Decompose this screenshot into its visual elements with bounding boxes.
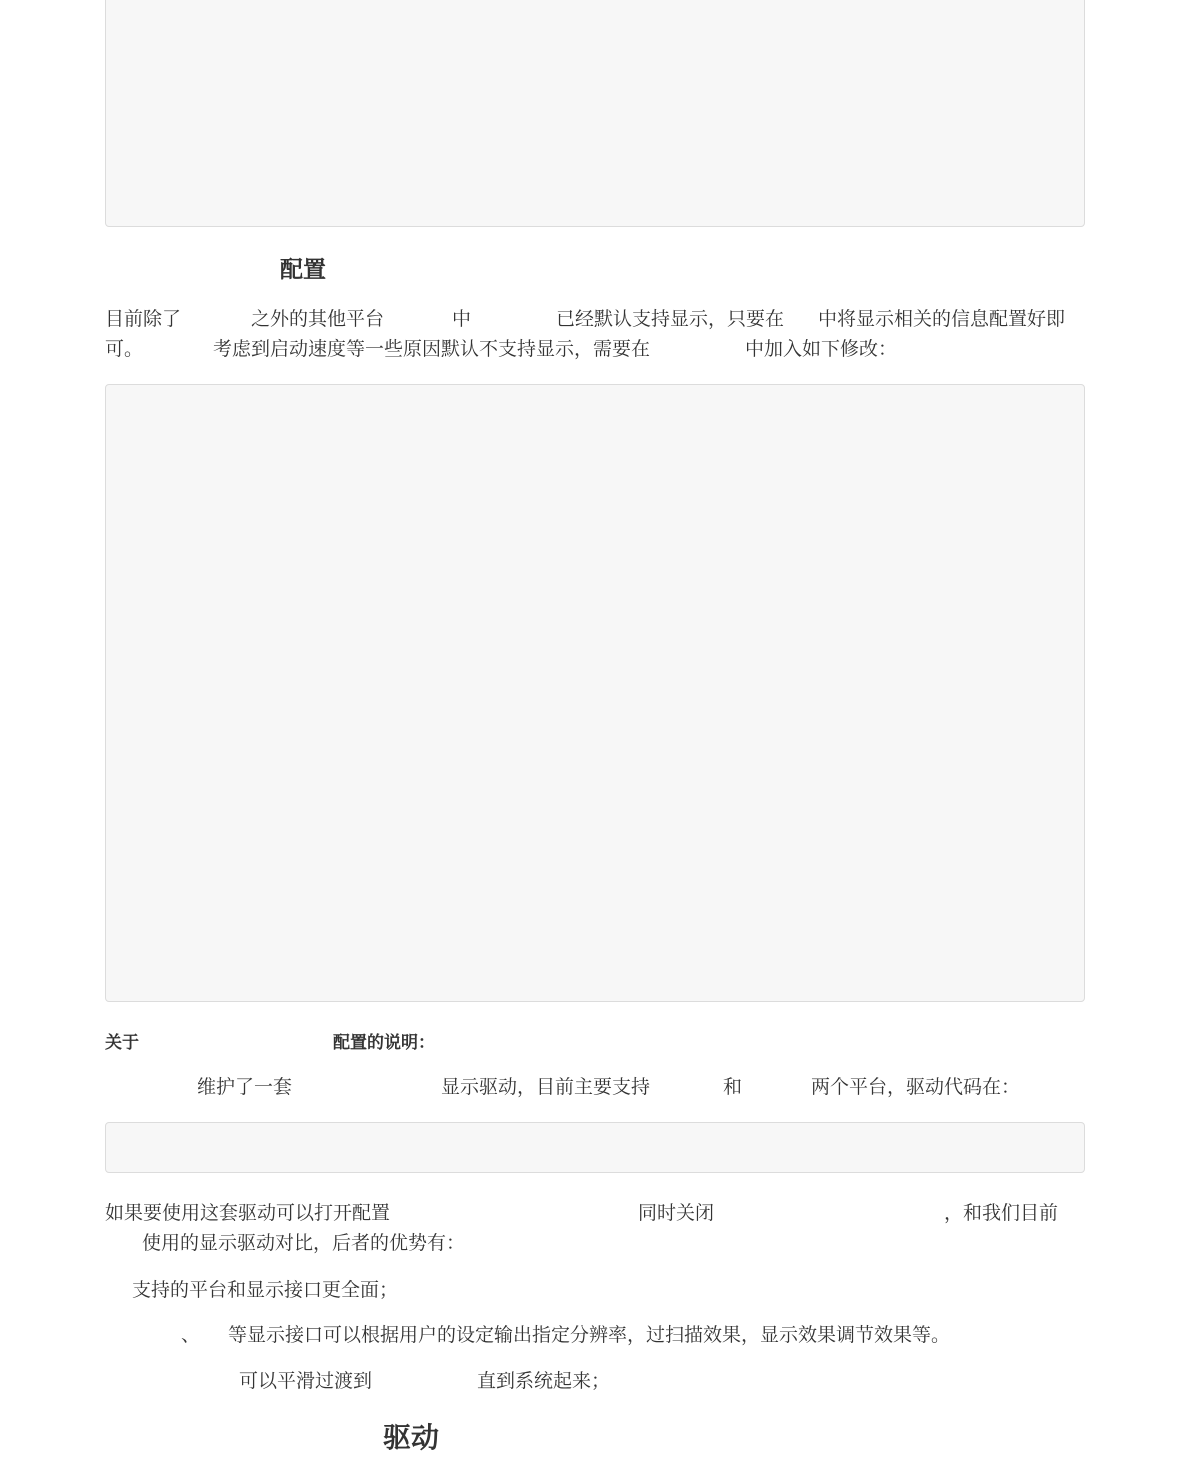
about-heading: 关于	[105, 1033, 139, 1053]
list-item: 支持的平台和显示接口更全面；	[132, 1279, 399, 1301]
list-item: 可以平滑过渡到	[239, 1370, 373, 1392]
paragraph-text: 显示驱动，目前主要支持	[441, 1076, 651, 1098]
list-item: 等显示接口可以根据用户的设定输出指定分辨率，过扫描效果，显示效果调节效果等。	[228, 1324, 951, 1346]
paragraph-text: 之外的其他平台	[251, 308, 385, 330]
paragraph-text: 目前除了	[105, 308, 182, 330]
paragraph-text: 考虑到启动速度等一些原因默认不支持显示，需要在	[213, 338, 651, 360]
paragraph-text: 维护了一套	[197, 1076, 293, 1098]
code-block-path	[105, 1122, 1085, 1173]
section-heading-config: 配置	[280, 257, 326, 283]
paragraph-text: ，和我们目前	[944, 1202, 1059, 1224]
paragraph-text: 同时关闭	[638, 1202, 715, 1224]
paragraph-text: 可。	[105, 338, 144, 360]
code-block-top	[105, 0, 1085, 227]
paragraph-text: 中将显示相关的信息配置好即	[818, 308, 1066, 330]
paragraph-text: 如果要使用这套驱动可以打开配置	[105, 1202, 391, 1224]
paragraph-text: 已经默认支持显示，只要在	[556, 308, 785, 330]
code-block-config	[105, 384, 1085, 1002]
paragraph-text: 中加入如下修改：	[745, 338, 898, 360]
paragraph-text: 和	[723, 1076, 743, 1098]
paragraph-text: 使用的显示驱动对比，后者的优势有：	[142, 1232, 466, 1254]
paragraph-text: 两个平台，驱动代码在：	[811, 1076, 1021, 1098]
paragraph-text: 中	[452, 308, 472, 330]
list-item: 直到系统起来；	[477, 1370, 611, 1392]
section-heading-driver: 驱动	[383, 1421, 440, 1454]
about-heading: 配置的说明：	[333, 1033, 435, 1053]
list-item: 、	[181, 1324, 201, 1346]
